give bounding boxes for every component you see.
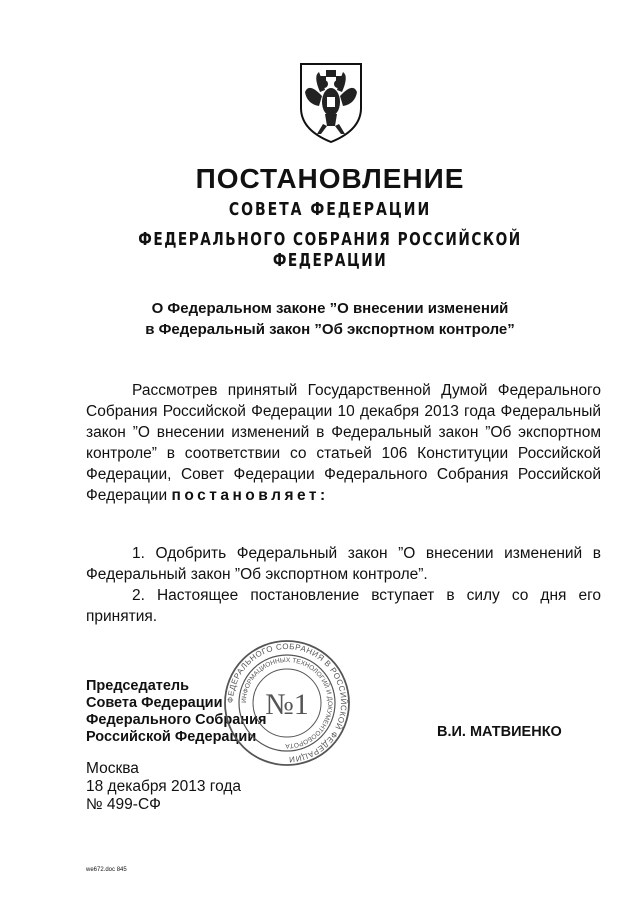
signer-line-4: Российской Федерации	[86, 729, 257, 745]
signer-name: В.И. МАТВИЕНКО	[437, 724, 562, 740]
date: 18 декабря 2013 года	[86, 778, 242, 795]
document-subject	[0, 298, 640, 340]
item-1: 1. Одобрить Федеральный закон ”О внесении изменений в Федеральный закон ”Об экспортном контроле”.	[86, 545, 601, 583]
signer-line-3: Федерального Собрания	[86, 712, 267, 728]
city: Москва	[86, 760, 139, 777]
file-code: we672.doc 845	[86, 867, 127, 873]
coat-of-arms-icon	[293, 52, 369, 144]
resolves-word: постановляет:	[171, 487, 329, 504]
document-type-title: ПОСТАНОВЛЕНИЕ	[195, 163, 465, 194]
stamp-inner-text: ИНФОРМАЦИОННЫХ ТЕХНОЛОГИЙ И ДОКУМЕНТООБОРОТА	[240, 656, 334, 750]
stamp-number: №1	[265, 688, 309, 721]
item-2: 2. Настоящее постановление вступает в силу со дня его принятия.	[86, 587, 601, 625]
stamp-outer-text: ФЕДЕРАЛЬНОГО СОБРАНИЯ В РОССИЙСКОЙ ФЕДЕРАЦИИ	[225, 641, 349, 765]
preamble-paragraph	[86, 380, 601, 506]
signer-line-2: Совета Федерации	[86, 695, 223, 711]
seal-stamp-icon	[222, 638, 352, 768]
subject-line-1: О Федеральном законе ”О внесении изменений	[151, 300, 509, 317]
document-number: № 499-СФ	[86, 796, 161, 813]
place-and-date	[86, 760, 241, 814]
signer-line-1: Председатель	[86, 678, 190, 694]
issuer-line-2: ФЕДЕРАЛЬНОГО СОБРАНИЯ РОССИЙСКОЙ ФЕДЕРАЦИИ	[138, 229, 522, 271]
issuer-line-1: СОВЕТА ФЕДЕРАЦИИ	[228, 199, 432, 220]
preamble-text: Рассмотрев принятый Государственной Думой Федерального Собрания Российской Федерации 10 декабря 2013 года Федеральный закон ”О внесении изменений в Федеральный закон ”Об экспортном контроле” в соответствии со статьей 106 Конституции Российской Федерации, Совет Федерации Федерального Собрания Российской Федерации	[86, 382, 601, 504]
subject-line-2: в Федеральный закон ”Об экспортном контроле”	[145, 321, 515, 338]
